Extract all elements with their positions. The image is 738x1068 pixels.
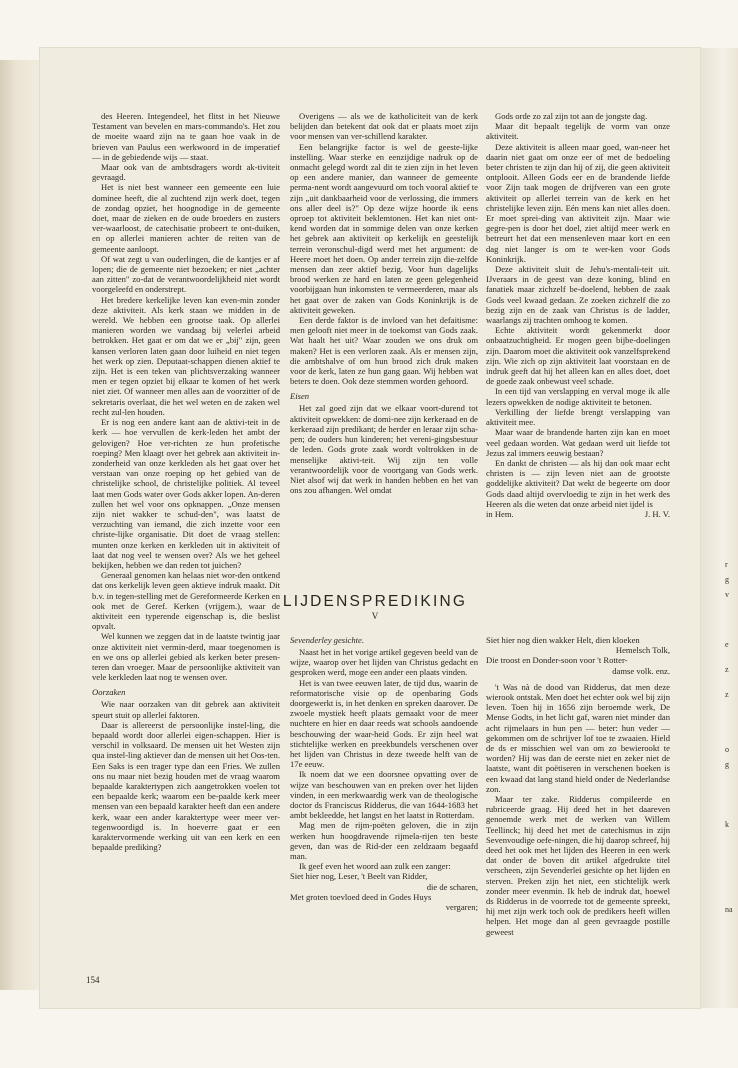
paragraph: Een derde faktor is de invloed van het defaitisme: men gelooft niet meer in de toekomst van Gods zaak. Wat haalt het uit? Waar zouden we ons druk om maken? Het is een verloren zaak. Als er mensen zijn, die ambtshalve of om hun brood zich druk maken voor de kerk, laten ze hun gang gaan. Wij hebben wat beters te doen. Ook deze stemmen worden gehoord. (290, 315, 478, 387)
verse-line: Siet hier nog dien wakker Helt, dien kloeken (486, 635, 640, 645)
paragraph: Wie naar oorzaken van dit gebrek aan aktiviteit speurt stuit op allerlei faktoren. (92, 699, 280, 720)
closing-text: in Hem. (486, 508, 514, 519)
next-page-fragment: k (725, 820, 729, 829)
section-heading-eisen: Eisen (290, 391, 310, 402)
verse-line: Die troost en Donder-soon voor 't Rotter- (486, 655, 628, 666)
author-signature: J. H. V. (644, 508, 670, 519)
next-page-fragment: g (725, 760, 729, 769)
next-page-fragment: g (725, 575, 729, 584)
section-heading-sevenderley: Sevenderley gesichte. (290, 635, 364, 645)
article-part-number: V (371, 611, 379, 621)
paragraph: Maar dit bepaalt tegelijk de vorm van onze aktiviteit. (486, 121, 670, 142)
next-page-fragment: na (725, 905, 733, 914)
paragraph: Ik geef even het woord aan zulk een zanger: (299, 861, 451, 872)
paragraph: Wel kunnen we zeggen dat in de laatste twintig jaar onze aktiviteit niet vermin-derd, maar toegenomen is en we ons op allerlei gebied als kerken beter presen-teren dan vroeger. Maar de persoonlijke aktiviteit van vele kerkleden laat nog te wensen over. (92, 631, 280, 683)
section-heading-oorzaken: Oorzaken (92, 687, 126, 698)
paragraph: Of wat zegt u van ouderlingen, die de kantjes er af lopen; die de gemeente niet bezoeken; er niet „achter aan zitten" zo-dat de verantwoordelijkheid niet wordt voorgeleefd en onderstrept. (92, 253, 280, 295)
paragraph: des Heeren. Integendeel, het flitst in het Nieuwe Testament van bevelen en mars-commando's. Het zou de moeite waard zijn na te gaan hoe vaak in de brieven van Paulus een werkwoord in de imperatief — in de gebiedende wijs — staat. (92, 111, 280, 162)
verse-line: damse volk. enz. (612, 665, 670, 676)
column-3 (486, 111, 670, 519)
paragraph: En dankt de christen — als hij dan ook maar echt christen is — zijn leven niet aan de grootste goddelijke aktiviteit? Dat wekt de begeerte om door Gods daad altijd overvloedig te zijn in het werk des Heeren als die weten dat onze arbeid niet ijdel is (486, 457, 670, 509)
paragraph: Ik noem dat we een doorsnee opvatting over de wijze van beschouwen van en preken over het lijden vinden, in een merkwaardig werk van de theologische doctor ds Franciscus Ridderus, die van 1644-1683 het ambt bekleedde, het langst en het laatst in Rotterdam. (290, 769, 478, 821)
column-1 (92, 111, 280, 852)
paragraph: Het zal goed zijn dat we elkaar voort-durend tot aktiviteit opwekken: de domi-nee zijn kerkeraad en de kerkeraad zijn predikant; de herder en leraar zijn scha-pen; de ouders hun kinderen; het vereni-gingsbestuur de leden. Gods grote zaak wordt voltrokken in de menselijke aktivi-teit. Wij zijn ten volle verantwoordelijk voor de voortgang van Gods werk. Niet alsof wij dat werk in handen hebben en het van ons zou afhangen. Wel omdat (290, 403, 478, 496)
paragraph: Naast het in het vorige artikel gegeven beeld van de wijze, waarop over het lijden van Christus gedacht en gesproken werd, moge een ander een plaats vinden. (290, 647, 478, 678)
paragraph: Verkilling der liefde brengt verslapping van aktiviteit mee. (486, 406, 670, 428)
column-4 (290, 635, 478, 912)
next-page-fragment: z (725, 690, 729, 699)
closing-line (486, 509, 670, 519)
column-2 (290, 111, 478, 495)
paragraph: Daar is allereerst de persoonlijke instel-ling, die bepaald wordt door allerlei eigen-schappen. Hier is verschil in volksaard. De mensen uit het Westen zijn qua instel-ling aktiever dan de mensen uit het Oos-ten. Een Saks is een trager type dan een Fries. We zullen ons nu maar niet bezig houden met de vraag waarom bepaalde karaktertypen zich aangetrokken voelen tot een bepaalde kerk; waarom een be-paalde kerk meer mensen van een bepaald karakter heeft dan een andere kerk, waar een ander karaktertype weer meer ver-tegenwoordigd is. In hoeverre gaat er een karaktervormende werking uit van een kerk en een bepaalde prediking? (92, 719, 280, 853)
paragraph: Deze aktiviteit is alleen maar goed, wan-neer het daarin niet gaat om onze eer of met de bedoeling beter christen te zijn dan hij of zij, die geen aktiviteit ontplooit. Alleen Gods eer en de brandende liefde voor Zijn taak mogen de drijfveren van een grote aktiviteit op allerlei terrein van de kerk en het christelijke leven zijn. Eén mens kan niet alles doen. Er moet sprei-ding van aktiviteit zijn. Maar wie gegre-pen is door het doel, ziet altijd meer werk en betreurt het dat een mensenleven maar kort en een dag niet langer is om te wer-ken voor Gods Koninkrijk. (486, 141, 670, 264)
paragraph: Er is nog een andere kant aan de aktivi-teit in de kerk — hoe vervullen de kerk-leden het ambt der gelovigen? Hoe ver-richten ze hun profetische roeping? Men klaagt over het gebrek aan aktiviteit in-zonderheid van onze kerkleden als het gaat over het verstaan van onze roeping op het gebied van de christelijke school, de christelijke politiek. Al teveel laat men Gods water over Gods akker lopen. An-deren zullen het wel voor ons opknappen. „Onze mensen zijn niet wakker te schud-den", was laatst de verzuchting van iemand, die zich inzette voor een christe-lijke organisatie. Dit doet de vraag stellen: munten onze kerken en kerkleden uit in aktiviteit of laat dat nog veel te wensen over? Als we het geheel bekijken, hebben we dan reden tot juichen? (92, 417, 280, 570)
paragraph: Deze aktiviteit sluit de Jehu's-mentali-teit uit. IJveraars in de geest van deze koning, blind en fanatiek maar zichzelf be-doelend, hebben de zaak Gods veel kwaad gedaan. Ze zoeken zichzelf die zo bezig zijn en de zaak van Christus is de ladder, waarlangs zij trachten omhoog te komen. (486, 264, 670, 326)
paragraph: Echte aktiviteit wordt gekenmerkt door onbaatzuchtigheid. Er mogen geen bijbe-doelingen zijn. Daarom moet die aktiviteit ook vanzelfsprekend zijn. Wie zich op zijn aktiviteit laat voorstaan en de indruk geeft dat hij het alleen kan en alles doet, doet de goede zaak onbewust veel schade. (486, 325, 670, 387)
paragraph: Het bredere kerkelijke leven kan even-min zonder deze aktiviteit. Als kerk staan we midden in de wereld. We hebben een grootse taak. Op allerlei manieren worden we vandaag bij velerlei arbeid betrokken. Het gaat er om dat we er „bij" zijn, geen kansen verloren laten gaan door luiheid en niet tegen het werk op zien. Deputaat-schappen dienen aktief te zijn. Het is een teken van plichtsverzaking wanneer men er tegen opziet bij elkaar te komen of het werk niet ziet. Of wanneer men alles aan de voorzitter of de sekretaris overlaat, die het wel weten en de zaken wel recht zul-len houden. (92, 294, 280, 417)
paragraph: Een belangrijke factor is wel de geeste-lijke instelling. Waar sterke en eenzijdige nadruk op de onmacht gelegd wordt zal dit te zien zijn in het leven op een andere manier, dan wanneer de gemeente perma-nent wordt aangevuurd om toch vooral aktief te zijn „uit dankbaarheid voor de verlossing, die immers ons aller deel is?" Op deze wijze hoorde ik eens oproep tot aktiviteit beklemtonen. Het kan niet ont-kend worden dat in sommige delen van onze kerken het gebrek aan aktiviteit op kerkelijk en geestelijk terrein veronschul-digd werd met het argument: de Heere moet het doen. Op ander terrein zijn die-zelfde mensen dan zeer aktief bezig. Voor hun dagelijks brood werken ze hard en laten ze geen gelegenheid voorbijgaan hun inkomsten te vermeerderen, maar als het gaat over de zaken van Gods Koninkrijk is de aktiviteit geweken. (290, 141, 478, 315)
next-page-fragment: o (725, 745, 729, 754)
next-page-edge (700, 48, 738, 1008)
verse-line: Siet hier nog, Leser, 't Beelt van Ridder, (290, 871, 428, 882)
column-5 (486, 635, 670, 937)
next-page-fragment: r (725, 560, 728, 569)
paragraph: Maar ook van de ambtsdragers wordt ak-tiviteit gevraagd. (92, 162, 280, 183)
verse-line: Hemelsch Tolk, (615, 645, 670, 656)
next-page-fragment: v (725, 590, 729, 599)
paragraph: In een tijd van verslapping en verval moge ik alle lezers opwekken de nodige aktiviteit te betonen. (486, 386, 670, 407)
previous-page-edge (0, 60, 40, 990)
paragraph: Maar ter zake. Ridderus compileerde en rubriceerde graag. Hij deed het in het daareven genoemde werk met de werken van Willem Teellinck; hij deed het met de catechismus in zijn Sevenvoudige oefe-ningen, die hij daarop schreef, hij deed het ook met het lijden des Heeren in een werk dat onder de boven dit artikel afgedrukte titel verscheen, zijn Sevenderlei gesichte op het lijden en sterven. Preken zijn het niet, een stichtelijk werk zonder meer evenmin. Ik heb de indruk dat, hoewel ds Ridderus in de voorrede tot de gemeente spreekt, hij met zijn werk toch ook de predikers heeft willen helpen. Het moge dan al geen gevraagde postille geweest (486, 794, 670, 937)
next-page-fragment: z (725, 665, 729, 674)
page-number: 154 (86, 975, 100, 985)
paragraph: Mag men de rijm-poëten geloven, die in zijn werken hun hoogdravende rijmela-rijen ten beste geven, dan was de Rid-der een zeldzaam begaafd man. (290, 820, 478, 862)
paragraph: Overigens — als we de katholiciteit van de kerk belijden dan betekent dat ook dat er plaats moet zijn voor mensen van ver-schillend karakter. (290, 111, 478, 142)
verse-line: vergaren; (445, 902, 478, 913)
paragraph: Maar waar de brandende harten zijn kan en moet veel gedaan worden. Wat gedaan werd uit liefde tot Jezus zal immers eeuwig bestaan? (486, 427, 670, 458)
verse-line: Met groten toevloed deed in Godes Huys (290, 891, 432, 902)
paragraph: 't Was nà de dood van Ridderus, dat men deze wierook ontstak. Men doet het echter ook wel bij zijn leven. Toen hij in 1656 zijn beroemde werk, De Mense Godts, in het licht gaf, waren niet minder dan acht rijmelaars in hun pen — beter: hun veder — gekommen om de schrijver lof toe te zwaaien. Hield de ds er misschien wel van om zo bewierookt te worden? Hij was dan de eerste niet en zeker niet de laatste, want dit poëtiseren in verschenen boeken is een kwaad dat lang stand hield onder de Nederlandse zon. (486, 681, 670, 794)
paragraph: Het is van twee eeuwen later, de tijd dus, waarin de reformatorische visie op de openbaring Gods doorgewerkt is, in het denken en spreken daarover. De zwoele mystiek heeft plaats gemaakt voor de meer nuchtere en hier en daar reeds wat schools aandoende beschouwing der waar-heid Gods. Er zijn heel wat stichtelijke werken en preekbundels verschenen over het lijden van Christus in deze tweede helft van de 17e eeuw. (290, 677, 478, 770)
paragraph: Generaal genomen kan helaas niet wor-den ontkend dat ons kerkelijk leven geen aktieve indruk maakt. Dit b.v. in tegen-stelling met de Gereformeerde Kerken en ook met de Geref. Kerken (vrijgem.), waar de aktiviteit een typerende eigenschap is, die beslist opvalt. (92, 570, 280, 632)
paragraph: Het is niet best wanneer een gemeente een luie dominee heeft, die al zuchtend zijn werk doet, tegen de zondag opziet, het hoognodige in de gemeente doet, maar de zieken en de oude broeders en zusters ver-waarloost, de catechisatie probeert te ont-duiken, en op allerlei manieren achter de reiten van de gemeente aanloopt. (92, 182, 280, 254)
paragraph: Gods orde zo zal zijn tot aan de jongste dag. (495, 111, 648, 121)
article-title: LIJDENSPREDIKING (282, 593, 468, 610)
next-page-fragment: e (725, 640, 729, 649)
verse-line: die de scharen, (426, 881, 478, 892)
